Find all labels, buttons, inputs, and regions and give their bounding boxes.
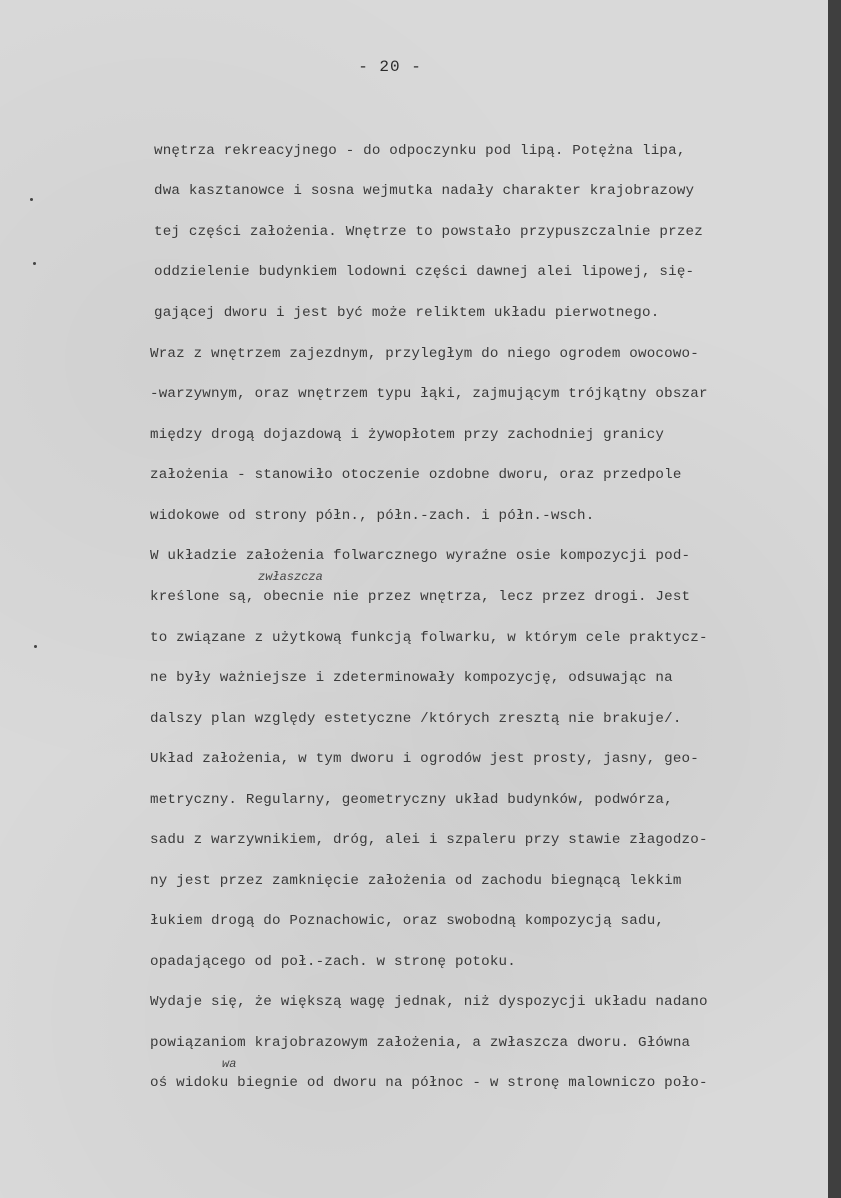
text-line: oś widoku biegnie od dworu na północ - w stronę malowniczo poło- [150, 1075, 708, 1091]
text-line: sadu z warzywnikiem, dróg, alei i szpaleru przy stawie złagodzo- [150, 832, 708, 848]
text-line: wnętrza rekreacyjnego - do odpoczynku pod lipą. Potężna lipa, [154, 143, 686, 159]
handwritten-insertion: zwłaszcza [258, 570, 323, 584]
scan-speck [30, 198, 33, 201]
text-line: Wraz z wnętrzem zajezdnym, przyległym do niego ogrodem owocowo- [150, 346, 699, 362]
text-line: W układzie założenia folwarcznego wyraźne osie kompozycji pod- [150, 548, 691, 564]
text-line: oddzielenie budynkiem lodowni części dawnej alei lipowej, się- [154, 264, 695, 280]
text-line: Wydaje się, że większą wagę jednak, niż dyspozycji układu nadano [150, 994, 708, 1010]
text-line: Układ założenia, w tym dworu i ogrodów jest prosty, jasny, geo- [150, 751, 699, 767]
text-line: dalszy plan względy estetyczne /których zresztą nie brakuje/. [150, 711, 682, 727]
scan-edge [828, 0, 841, 1198]
text-line: tej części założenia. Wnętrze to powstało przypuszczalnie przez [154, 224, 703, 240]
text-line: założenia - stanowiło otoczenie ozdobne dworu, oraz przedpole [150, 467, 682, 483]
text-line: to związane z użytkową funkcją folwarku, w którym cele praktycz- [150, 630, 708, 646]
text-line: gającej dworu i jest być może reliktem układu pierwotnego. [154, 305, 660, 321]
text-line: dwa kasztanowce i sosna wejmutka nadały charakter krajobrazowy [154, 183, 695, 199]
scan-speck [34, 645, 37, 648]
text-line: metryczny. Regularny, geometryczny układ budynków, podwórza, [150, 792, 673, 808]
page-number: - 20 - [358, 58, 422, 76]
scan-speck [33, 262, 36, 265]
handwritten-insertion: wa [222, 1057, 237, 1071]
text-line: łukiem drogą do Poznachowic, oraz swobodną kompozycją sadu, [150, 913, 665, 929]
text-line: powiązaniom krajobrazowym założenia, a zwłaszcza dworu. Główna [150, 1035, 691, 1051]
text-line: między drogą dojazdową i żywopłotem przy zachodniej granicy [150, 427, 665, 443]
text-line: opadającego od poł.-zach. w stronę potoku. [150, 954, 516, 970]
text-line: ny jest przez zamknięcie założenia od zachodu biegnącą lekkim [150, 873, 682, 889]
text-line: ne były ważniejsze i zdeterminowały kompozycję, odsuwając na [150, 670, 673, 686]
text-line: widokowe od strony półn., półn.-zach. i półn.-wsch. [150, 508, 595, 524]
text-line: kreślone są, obecnie nie przez wnętrza, lecz przez drogi. Jest [150, 589, 691, 605]
text-line: -warzywnym, oraz wnętrzem typu łąki, zajmującym trójkątny obszar [150, 386, 708, 402]
